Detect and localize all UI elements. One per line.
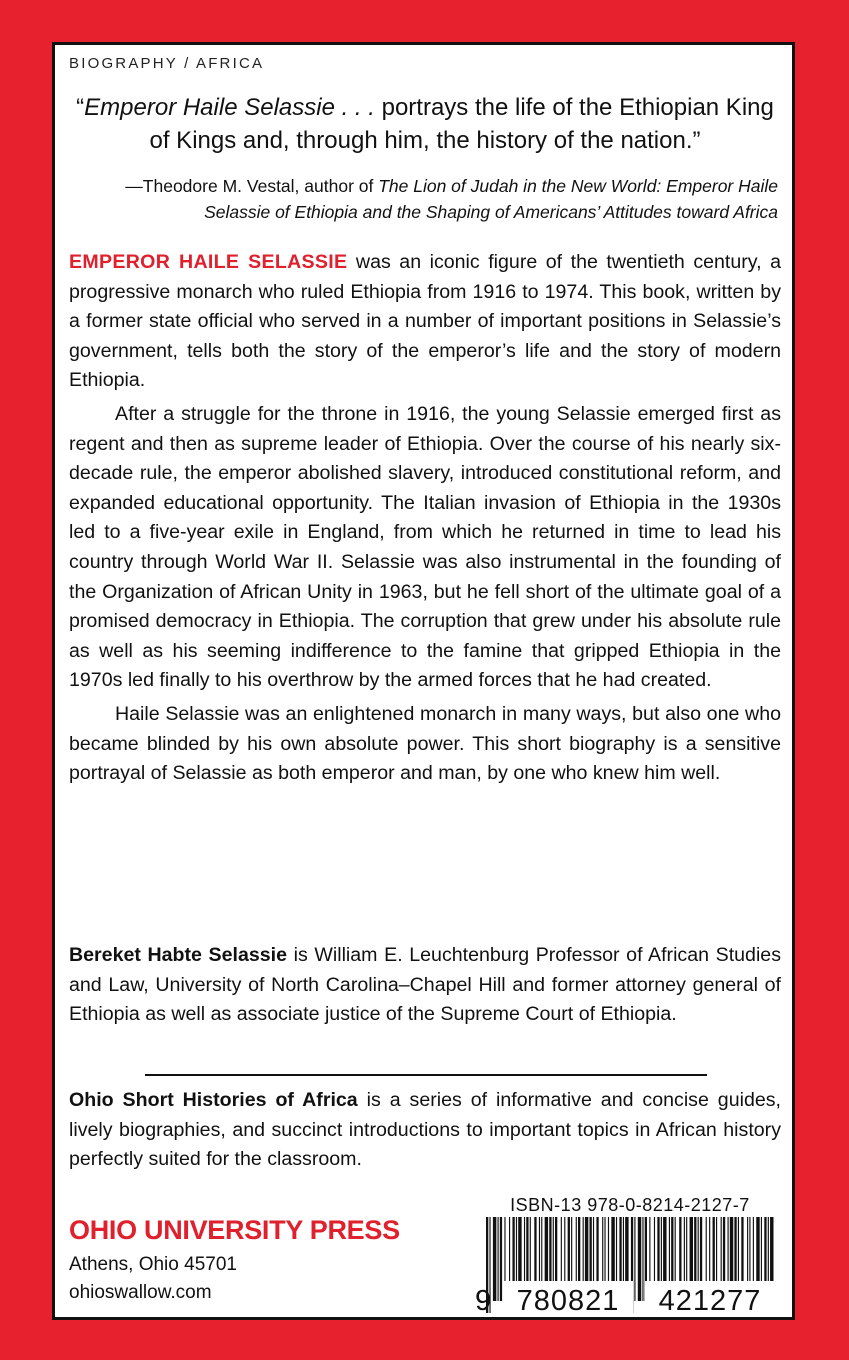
blurb-quote <box>69 91 781 157</box>
isbn-digits-left: 780821 <box>503 1281 633 1317</box>
isbn-label: ISBN-13 978-0-8214-2127-7 <box>510 1195 750 1215</box>
isbn-digit-first: 9 <box>475 1285 492 1317</box>
blurb-attribution <box>58 173 778 225</box>
isbn-digits-right: 421277 <box>645 1281 775 1317</box>
description-paragraph-3: Haile Selassie was an enlightened monarch in many ways, but also one who became blinded by his own absolute power. This short biography is a sensitive portrayal of Selassie as both emperor and man, by one who knew him well. <box>69 702 781 785</box>
isbn-digits <box>475 1281 785 1319</box>
blurb-book-title: Emperor Haile Selassie . . . <box>84 94 375 121</box>
series-text: is a series of informative and concise guides, lively biographies, and succinct introductions to important topics in African history perfectly suited for the classroom. <box>69 1089 781 1171</box>
description-lead: EMPEROR HAILE SELASSIE <box>69 251 348 273</box>
publisher-website: ohioswallow.com <box>69 1282 212 1303</box>
series-description <box>69 1086 781 1175</box>
attribution-author: —Theodore M. Vestal, author of <box>125 176 379 196</box>
open-quote: “ <box>76 94 85 121</box>
series-name: Ohio Short Histories of Africa <box>69 1089 358 1111</box>
book-description <box>69 248 781 789</box>
attribution-book-title: The Lion of Judah in the New World: Emperor Haile Selassie of Ethiopia and the Shaping of Americans’ Attitudes toward Africa <box>204 176 778 222</box>
author-name: Bereket Habte Selassie <box>69 944 287 966</box>
author-bio <box>69 941 781 1030</box>
category-label: BIOGRAPHY / AFRICA <box>69 55 265 72</box>
description-paragraph-1 <box>69 248 781 396</box>
section-divider <box>145 1074 707 1076</box>
back-cover-panel <box>52 42 795 1320</box>
blurb-text: portrays the life of the Ethiopian King of Kings and, through him, the history of the nation.” <box>149 94 774 154</box>
publisher-address: Athens, Ohio 45701 <box>69 1254 237 1275</box>
publisher-name: OHIO UNIVERSITY PRESS <box>69 1215 400 1245</box>
description-p1-text: was an iconic figure of the twentieth century, a progressive monarch who ruled Ethiopia from 1916 to 1974. This book, written by a former state official who served in a number of important positions in Selassie’s government, tells both the story of the emperor’s life and the story of modern Ethiopia. <box>69 251 781 392</box>
description-paragraph-2: After a struggle for the throne in 1916, the young Selassie emerged first as regent and then as supreme leader of Ethiopia. Over the course of his nearly six-decade rule, the emperor abolished slavery, introduced constitutional reform, and expanded educational opportunity. The Italian invasion of Ethiopia in the 1930s led to a five-year exile in England, from which he returned in time to lead his country through World War II. Selassie was also instrumental in the founding of the Organization of African Unity in 1963, but he fell short of the ultimate goal of a promised democracy in Ethiopia. The corruption that grew under his absolute rule as well as his seeming indifference to the famine that gripped Ethiopia in the 1970s led finally to his overthrow by the armed forces that he had created. <box>69 402 781 692</box>
author-bio-text: is William E. Leuchtenburg Professor of African Studies and Law, University of North Carolina–Chapel Hill and former attorney general of Ethiopia as well as associate justice of the Supreme Court of Ethiopia. <box>69 944 781 1026</box>
publisher-contact <box>69 1251 237 1307</box>
